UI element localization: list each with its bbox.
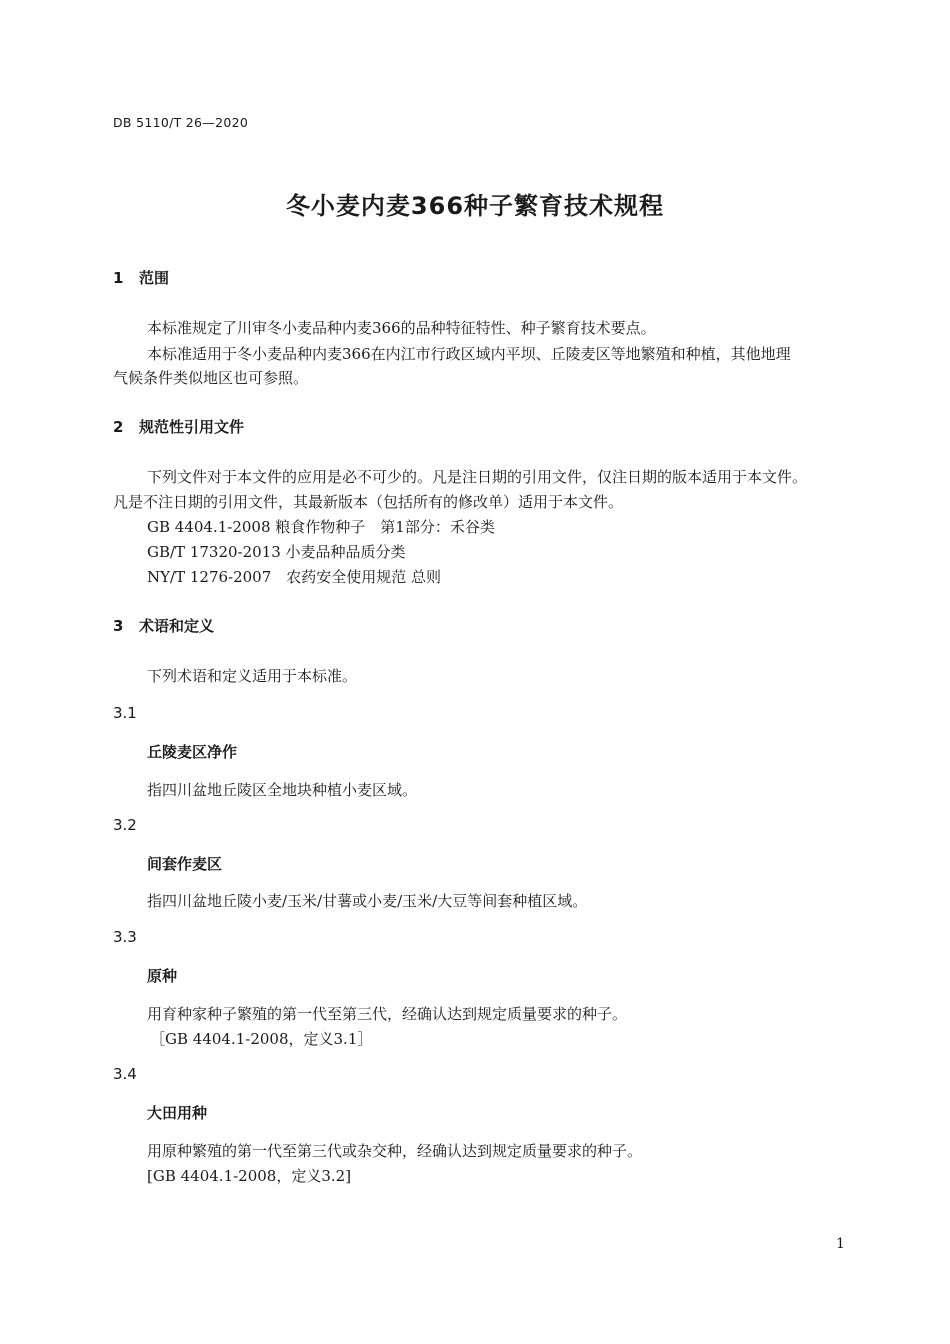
reference-item: NY/T 1276-2007 农药安全使用规范 总则 [147,568,442,586]
term-number: 3.3 [113,928,137,946]
term-definition: 用育种家种子繁殖的第一代至第三代，经确认达到规定质量要求的种子。 [147,1005,628,1023]
term-name: 丘陵麦区净作 [147,743,238,761]
paragraph: 下列文件对于本文件的应用是必不可少的。凡是注日期的引用文件，仅注日期的版本适用于本文件。 [147,468,808,486]
section-title: 规范性引用文件 [139,418,245,436]
term-definition: 用原种繁殖的第一代至第三代或杂交种，经确认达到规定质量要求的种子。 [147,1142,643,1160]
term-number: 3.4 [113,1065,137,1083]
section-2-heading [113,416,244,437]
paragraph-continuation: 气候条件类似地区也可参照。 [113,369,309,387]
term-source: ［GB 4404.1-2008，定义3.1］ [150,1030,373,1048]
document-code: DB 5110/T 26—2020 [113,115,249,130]
paragraph: 下列术语和定义适用于本标准。 [147,667,358,685]
reference-item: GB/T 17320-2013 小麦品种品质分类 [147,543,406,561]
term-name: 大田用种 [147,1104,208,1122]
term-source: [GB 4404.1-2008，定义3.2] [147,1167,352,1185]
section-number: 1 [113,269,124,287]
section-title: 术语和定义 [139,617,215,635]
document-title: 冬小麦内麦366种子繁育技术规程 [285,192,665,220]
term-name: 间套作麦区 [147,855,223,873]
section-1-heading [113,267,169,288]
term-number: 3.2 [113,816,137,834]
paragraph: 本标准规定了川审冬小麦品种内麦366的品种特征特性、种子繁育技术要点。 [147,319,656,337]
section-number: 2 [113,418,124,436]
term-definition: 指四川盆地丘陵区全地块种植小麦区域。 [147,781,418,799]
term-name: 原种 [147,967,178,985]
section-number: 3 [113,617,124,635]
term-number: 3.1 [113,704,137,722]
paragraph: 本标准适用于冬小麦品种内麦366在内江市行政区域内平坝、丘陵麦区等地繁殖和种植，其他地理 [147,345,791,363]
section-title: 范围 [139,269,170,287]
reference-item: GB 4404.1-2008 粮食作物种子 第1部分：禾谷类 [147,518,495,536]
page-number: 1 [836,1236,845,1252]
term-definition: 指四川盆地丘陵小麦/玉米/甘薯或小麦/玉米/大豆等间套种植区域。 [147,892,588,910]
paragraph-continuation: 凡是不注日期的引用文件，其最新版本（包括所有的修改单）适用于本文件。 [113,493,624,511]
section-3-heading [113,615,214,636]
